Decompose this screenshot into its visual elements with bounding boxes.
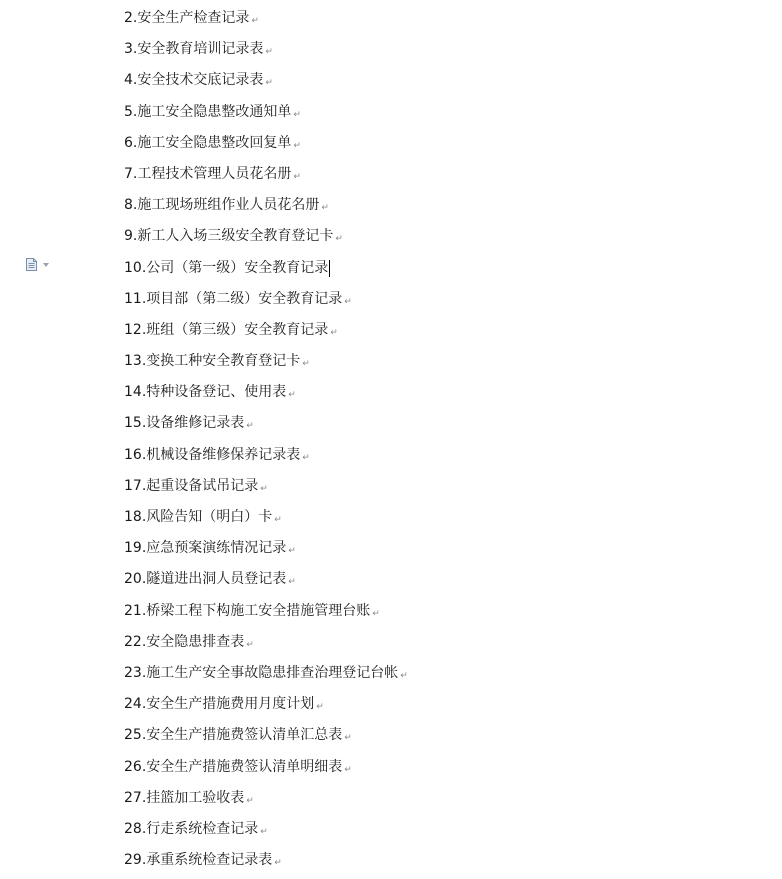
document-icon <box>26 258 37 271</box>
paragraph-mark-icon: ↵ <box>246 639 254 650</box>
paragraph-mark-icon: ↵ <box>246 795 254 806</box>
line-text: 27.挂篮加工验收表 <box>124 789 245 806</box>
paragraph-mark-icon: ↵ <box>251 16 259 26</box>
document-line[interactable] <box>124 65 408 96</box>
paragraph-mark-icon: ↵ <box>274 858 282 869</box>
paragraph-mark-icon: ↵ <box>288 390 296 401</box>
document-line[interactable] <box>124 783 408 814</box>
line-text: 12.班组（第三级）安全教育记录 <box>124 321 329 338</box>
document-line[interactable] <box>124 408 408 439</box>
paragraph-layout-button[interactable] <box>26 258 49 271</box>
line-text: 17.起重设备试吊记录 <box>124 477 259 494</box>
line-text: 28.行走系统检查记录 <box>124 820 259 837</box>
paragraph-mark-icon: ↵ <box>260 826 268 837</box>
document-line[interactable] <box>124 533 408 564</box>
chevron-down-icon <box>43 263 49 267</box>
document-text-list <box>124 3 408 876</box>
document-line[interactable] <box>124 346 408 377</box>
document-line[interactable] <box>124 564 408 595</box>
document-line[interactable] <box>124 658 408 689</box>
line-text: 15.设备维修记录表 <box>124 415 245 432</box>
line-text: 11.项目部（第二级）安全教育记录 <box>124 290 343 307</box>
paragraph-mark-icon: ↵ <box>335 234 343 245</box>
line-text: 9.新工人入场三级安全教育登记卡 <box>124 228 334 245</box>
paragraph-mark-icon: ↵ <box>316 702 324 713</box>
paragraph-mark-icon: ↵ <box>260 483 268 494</box>
paragraph-mark-icon: ↵ <box>274 515 282 525</box>
paragraph-mark-icon: ↵ <box>265 78 273 89</box>
document-line[interactable] <box>124 689 408 720</box>
paragraph-mark-icon: ↵ <box>372 608 380 619</box>
line-text: 3.安全教育培训记录表 <box>124 41 264 58</box>
document-line[interactable] <box>124 97 408 128</box>
document-line[interactable] <box>124 502 408 533</box>
document-line[interactable] <box>124 284 408 315</box>
document-line[interactable] <box>124 440 408 471</box>
line-text: 29.承重系统检查记录表 <box>124 852 273 869</box>
line-text: 8.施工现场班组作业人员花名册 <box>124 197 320 214</box>
paragraph-mark-icon: ↵ <box>344 296 352 307</box>
document-line[interactable] <box>124 720 408 751</box>
line-text: 25.安全生产措施费签认清单汇总表 <box>124 727 343 744</box>
paragraph-mark-icon: ↵ <box>400 670 408 681</box>
document-line[interactable] <box>124 190 408 221</box>
line-text: 13.变换工种安全教育登记卡 <box>124 353 301 370</box>
document-line[interactable] <box>124 845 408 876</box>
document-line[interactable] <box>124 627 408 658</box>
paragraph-mark-icon: ↵ <box>330 327 338 338</box>
document-line[interactable] <box>124 752 408 783</box>
line-text: 19.应急预案演练情况记录 <box>124 540 287 557</box>
paragraph-mark-icon: ↵ <box>265 47 273 58</box>
paragraph-mark-icon: ↵ <box>302 359 310 370</box>
line-text: 20.隧道进出洞人员登记表 <box>124 571 287 588</box>
paragraph-mark-icon: ↵ <box>293 140 301 151</box>
paragraph-mark-icon: ↵ <box>344 764 352 775</box>
document-line[interactable] <box>124 128 408 159</box>
document-line[interactable] <box>124 377 408 408</box>
line-text: 4.安全技术交底记录表 <box>124 72 264 89</box>
line-text: 23.施工生产安全事故隐患排查治理登记台帐 <box>124 664 399 681</box>
document-line[interactable] <box>124 253 408 284</box>
paragraph-mark-icon: ↵ <box>293 109 301 120</box>
document-line[interactable] <box>124 221 408 252</box>
line-text: 26.安全生产措施费签认清单明细表 <box>124 758 343 775</box>
paragraph-mark-icon: ↵ <box>246 421 254 432</box>
paragraph-mark-icon: ↵ <box>293 171 301 182</box>
line-text: 22.安全隐患排查表 <box>124 633 245 650</box>
document-line[interactable] <box>124 159 408 190</box>
line-text: 21.桥梁工程下构施工安全措施管理台账 <box>124 602 371 619</box>
line-text: 24.安全生产措施费用月度计划 <box>124 696 315 713</box>
line-text: 7.工程技术管理人员花名册 <box>124 165 292 182</box>
line-text: 2.安全生产检查记录 <box>124 10 250 26</box>
document-line[interactable] <box>124 814 408 845</box>
paragraph-mark-icon: ↵ <box>302 452 310 463</box>
paragraph-mark-icon: ↵ <box>288 546 296 557</box>
line-text: 16.机械设备维修保养记录表 <box>124 446 301 463</box>
line-text: 10.公司（第一级）安全教育记录 <box>124 259 329 276</box>
line-text: 18.风险告知（明白）卡 <box>124 509 273 525</box>
document-line[interactable] <box>124 3 408 34</box>
paragraph-mark-icon: ↵ <box>288 577 296 588</box>
document-line[interactable] <box>124 471 408 502</box>
paragraph-mark-icon: ↵ <box>344 733 352 744</box>
text-cursor <box>329 260 330 277</box>
document-line[interactable] <box>124 34 408 65</box>
line-text: 5.施工安全隐患整改通知单 <box>124 103 292 120</box>
document-line[interactable] <box>124 315 408 346</box>
line-text: 6.施工安全隐患整改回复单 <box>124 134 292 151</box>
paragraph-mark-icon: ↵ <box>321 203 329 214</box>
document-line[interactable] <box>124 596 408 627</box>
line-text: 14.特种设备登记、使用表 <box>124 384 287 401</box>
